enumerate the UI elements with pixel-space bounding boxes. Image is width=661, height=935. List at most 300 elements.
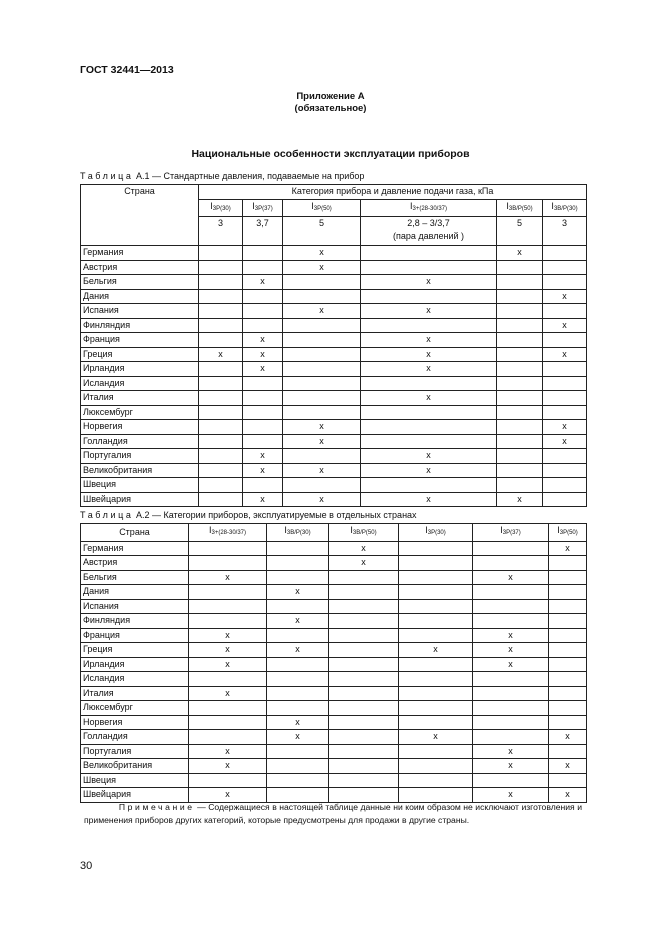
note-text: — Содержащиеся в настоящей таблице данные ни коим образом не исключают изготовления и применения приборов других категорий, которые предусмотрены для продажи в другие страны.: [84, 802, 582, 825]
table2-country-cell: Испания: [81, 599, 189, 614]
table1-row: [81, 347, 587, 362]
table1-mark-cell: х: [243, 492, 283, 507]
table1-mark-cell: х: [283, 260, 361, 275]
table2-country-cell: Германия: [81, 541, 189, 556]
table1-mark-cell: х: [243, 463, 283, 478]
table1-mark-cell: [199, 478, 243, 493]
table1-mark-cell: [543, 463, 587, 478]
table2-mark-cell: [329, 570, 399, 585]
table1-row: [81, 463, 587, 478]
table2-mark-cell: [267, 759, 329, 774]
table1-mark-cell: [361, 289, 497, 304]
table2-mark-cell: [329, 715, 399, 730]
table1-mark-cell: [283, 478, 361, 493]
table2-country-cell: Великобритания: [81, 759, 189, 774]
table1-pressure: 3: [543, 217, 587, 246]
table2-mark-cell: х: [399, 643, 473, 658]
table1-mark-cell: [497, 304, 543, 319]
table2-country-cell: Дания: [81, 585, 189, 600]
table2-mark-cell: х: [399, 730, 473, 745]
table2-mark-cell: [329, 585, 399, 600]
table1-mark-cell: х: [361, 333, 497, 348]
table2-mark-cell: [399, 628, 473, 643]
table1-mark-cell: [361, 376, 497, 391]
table2-mark-cell: [399, 585, 473, 600]
table2-mark-cell: х: [473, 628, 549, 643]
table1-pressure: 3,7: [243, 217, 283, 246]
table2-mark-cell: [473, 773, 549, 788]
table2-country-cell: Франция: [81, 628, 189, 643]
table1-row: [81, 304, 587, 319]
table2-mark-cell: х: [267, 585, 329, 600]
table2-row: [81, 585, 587, 600]
table2-mark-cell: [329, 759, 399, 774]
table1-mark-cell: [543, 362, 587, 377]
table1-mark-cell: [543, 478, 587, 493]
table2-mark-cell: х: [189, 643, 267, 658]
table1-mark-cell: х: [543, 318, 587, 333]
table2-mark-cell: [473, 715, 549, 730]
table2-mark-cell: [399, 672, 473, 687]
table2-country-cell: Греция: [81, 643, 189, 658]
table1-mark-cell: х: [361, 304, 497, 319]
table1-row: [81, 318, 587, 333]
table1-mark-cell: [199, 405, 243, 420]
table2-mark-cell: [267, 570, 329, 585]
table2-mark-cell: [549, 570, 587, 585]
table-a2: [80, 523, 587, 803]
table1-row: [81, 246, 587, 261]
table2-mark-cell: [473, 556, 549, 571]
table1-mark-cell: [199, 304, 243, 319]
table2-mark-cell: [399, 744, 473, 759]
table1-mark-cell: [283, 376, 361, 391]
table2-mark-cell: х: [549, 730, 587, 745]
table1-pressure-pair: 2,8 – 3/3,7 (пара давлений ): [361, 217, 497, 246]
table1-mark-cell: х: [361, 449, 497, 464]
table1-header-row: [81, 185, 587, 200]
table2-mark-cell: [549, 614, 587, 629]
table2-mark-cell: [329, 628, 399, 643]
table2-mark-cell: [189, 701, 267, 716]
table1-pressure: 5: [497, 217, 543, 246]
table1-category: I3+(28-30/37): [361, 199, 497, 217]
table1-mark-cell: [199, 246, 243, 261]
table1-mark-cell: [283, 449, 361, 464]
table1-mark-cell: х: [283, 420, 361, 435]
table1-category: I3P(30): [199, 199, 243, 217]
table2-mark-cell: [189, 599, 267, 614]
table1-row: [81, 434, 587, 449]
table2-mark-cell: [189, 730, 267, 745]
table2-mark-cell: [329, 643, 399, 658]
table2-mark-cell: [473, 701, 549, 716]
table1-country-cell: Италия: [81, 391, 199, 406]
table1-row: [81, 362, 587, 377]
table1-mark-cell: [199, 492, 243, 507]
table1-mark-cell: [199, 260, 243, 275]
table2-mark-cell: [267, 773, 329, 788]
table1-country-cell: Ирландия: [81, 362, 199, 377]
table2-mark-cell: [329, 599, 399, 614]
table2-country-cell: Голландия: [81, 730, 189, 745]
table1-country-cell: Великобритания: [81, 463, 199, 478]
table1-mark-cell: [497, 449, 543, 464]
table1-mark-cell: [199, 333, 243, 348]
table2-mark-cell: [189, 541, 267, 556]
table1-country-cell: Финляндия: [81, 318, 199, 333]
table2-mark-cell: [473, 585, 549, 600]
table1-mark-cell: [199, 391, 243, 406]
table2-mark-cell: х: [189, 686, 267, 701]
table2-mark-cell: [473, 541, 549, 556]
table1-mark-cell: х: [243, 449, 283, 464]
table1-mark-cell: [361, 246, 497, 261]
table2-country-cell: Норвегия: [81, 715, 189, 730]
table1-mark-cell: х: [543, 347, 587, 362]
table2-mark-cell: х: [329, 556, 399, 571]
table2-row: [81, 701, 587, 716]
table1-mark-cell: [497, 434, 543, 449]
table2-mark-cell: [399, 686, 473, 701]
table1-mark-cell: [199, 289, 243, 304]
table2-mark-cell: х: [473, 643, 549, 658]
table1-mark-cell: [243, 478, 283, 493]
table2-row: [81, 541, 587, 556]
table1-mark-cell: [543, 304, 587, 319]
table1-pressure-note: (пара давлений ): [393, 231, 464, 241]
table2-mark-cell: [189, 585, 267, 600]
table1-mark-cell: х: [243, 347, 283, 362]
table2-mark-cell: х: [189, 628, 267, 643]
table2-country-cell: Швейцария: [81, 788, 189, 803]
table2-mark-cell: [329, 686, 399, 701]
table1-mark-cell: [243, 376, 283, 391]
table2-mark-cell: [399, 556, 473, 571]
table1-mark-cell: [497, 362, 543, 377]
table1-country-cell: Швеция: [81, 478, 199, 493]
table1-row: [81, 376, 587, 391]
table2-country-cell: Исландия: [81, 672, 189, 687]
table2-mark-cell: [399, 773, 473, 788]
table2-category: I3B/P(50): [329, 524, 399, 542]
table2-mark-cell: [267, 657, 329, 672]
table2-mark-cell: х: [267, 614, 329, 629]
table2-category: I3P(30): [399, 524, 473, 542]
table1-mark-cell: х: [361, 391, 497, 406]
table1-mark-cell: [543, 449, 587, 464]
table1-mark-cell: [543, 405, 587, 420]
table2-mark-cell: х: [189, 759, 267, 774]
table2-row: [81, 556, 587, 571]
table1-pressure: 3: [199, 217, 243, 246]
table1-mark-cell: х: [543, 434, 587, 449]
table1-country-cell: Исландия: [81, 376, 199, 391]
table1-mark-cell: [283, 405, 361, 420]
table1-mark-cell: х: [361, 492, 497, 507]
table2-mark-cell: х: [189, 788, 267, 803]
section-title: Национальные особенности эксплуатации приборов: [191, 148, 470, 160]
table2-mark-cell: [473, 599, 549, 614]
table2-caption-text: А.2 — Категории приборов, эксплуатируемые в отдельных странах: [133, 510, 417, 520]
table1-row: [81, 289, 587, 304]
table2-row: [81, 614, 587, 629]
table1-group-header: Категория прибора и давление подачи газа, кПа: [199, 185, 587, 200]
table1-country-cell: Австрия: [81, 260, 199, 275]
table2-mark-cell: [549, 643, 587, 658]
table1-mark-cell: [283, 362, 361, 377]
table1-mark-cell: х: [283, 304, 361, 319]
table2-mark-cell: х: [267, 715, 329, 730]
table-a1: [80, 184, 587, 507]
table2-mark-cell: [549, 701, 587, 716]
table2-mark-cell: [189, 773, 267, 788]
table2-mark-cell: [549, 585, 587, 600]
table2-country-header: Страна: [81, 524, 189, 542]
table1-row: [81, 391, 587, 406]
table2-mark-cell: х: [267, 730, 329, 745]
table1-mark-cell: [243, 246, 283, 261]
table1-mark-cell: [361, 405, 497, 420]
table1-mark-cell: [361, 434, 497, 449]
table1-mark-cell: х: [497, 246, 543, 261]
table2-mark-cell: [399, 614, 473, 629]
table2-mark-cell: [549, 599, 587, 614]
table1-mark-cell: [497, 478, 543, 493]
table2-category: I3P(50): [549, 524, 587, 542]
table1-mark-cell: [199, 318, 243, 333]
table1-mark-cell: [361, 478, 497, 493]
table2-mark-cell: [549, 556, 587, 571]
table2-mark-cell: [549, 773, 587, 788]
table2-mark-cell: [329, 773, 399, 788]
table2-mark-cell: х: [267, 643, 329, 658]
table2-caption: [80, 510, 417, 520]
table2-mark-cell: х: [473, 657, 549, 672]
table1-mark-cell: [199, 376, 243, 391]
table2-row: [81, 715, 587, 730]
table2-mark-cell: [399, 657, 473, 672]
table2-mark-cell: [399, 541, 473, 556]
table2-row: [81, 744, 587, 759]
table2-mark-cell: [399, 701, 473, 716]
table1-mark-cell: [497, 376, 543, 391]
table1-country-cell: Германия: [81, 246, 199, 261]
table2-mark-cell: [267, 628, 329, 643]
table2-mark-cell: [329, 744, 399, 759]
table2-mark-cell: [329, 672, 399, 687]
table2-row: [81, 570, 587, 585]
table1-row: [81, 405, 587, 420]
table1-category: I3P(50): [283, 199, 361, 217]
table2-row: [81, 672, 587, 687]
table2-mark-cell: [399, 715, 473, 730]
table2-mark-cell: х: [549, 541, 587, 556]
table1-mark-cell: [497, 391, 543, 406]
table1-country-cell: Португалия: [81, 449, 199, 464]
table1-country-cell: Бельгия: [81, 275, 199, 290]
table1-mark-cell: [199, 434, 243, 449]
table2-mark-cell: [399, 570, 473, 585]
table1-mark-cell: [497, 333, 543, 348]
table1-mark-cell: [543, 391, 587, 406]
table1-mark-cell: х: [283, 463, 361, 478]
table2-mark-cell: [329, 657, 399, 672]
table1-mark-cell: [543, 275, 587, 290]
table1-mark-cell: х: [283, 492, 361, 507]
table1-mark-cell: [361, 318, 497, 333]
table1-mark-cell: [199, 463, 243, 478]
table1-category: I3P(37): [243, 199, 283, 217]
table1-category: I3B/P(30): [543, 199, 587, 217]
table1-mark-cell: [497, 318, 543, 333]
table1-row: [81, 333, 587, 348]
table2-mark-cell: [267, 701, 329, 716]
table1-country-cell: Греция: [81, 347, 199, 362]
table1-row: [81, 260, 587, 275]
table1-mark-cell: [283, 289, 361, 304]
table1-country-cell: Дания: [81, 289, 199, 304]
table1-mark-cell: х: [283, 434, 361, 449]
table1-mark-cell: х: [543, 289, 587, 304]
table2-mark-cell: х: [473, 759, 549, 774]
table2-mark-cell: х: [473, 744, 549, 759]
table1-mark-cell: х: [361, 275, 497, 290]
table2-country-cell: Ирландия: [81, 657, 189, 672]
document-header: ГОСТ 32441—2013: [80, 64, 174, 76]
table2-row: [81, 759, 587, 774]
table2-mark-cell: х: [549, 788, 587, 803]
table2-category: I3+(28-30/37): [189, 524, 267, 542]
table2-mark-cell: [473, 686, 549, 701]
page-number: 30: [80, 860, 93, 872]
table1-country-cell: Голландия: [81, 434, 199, 449]
table1-mark-cell: [543, 492, 587, 507]
table1-mark-cell: [361, 420, 497, 435]
table1-row: [81, 449, 587, 464]
table2-country-cell: Люксембург: [81, 701, 189, 716]
table1-mark-cell: х: [243, 275, 283, 290]
table2-mark-cell: х: [189, 657, 267, 672]
table1-caption: [80, 171, 364, 181]
table2-mark-cell: [329, 730, 399, 745]
table1-mark-cell: [283, 391, 361, 406]
table1-country-cell: Норвегия: [81, 420, 199, 435]
table2-note: [80, 799, 586, 829]
table2-mark-cell: [267, 672, 329, 687]
table2-mark-cell: х: [473, 788, 549, 803]
table2-row: [81, 657, 587, 672]
table1-mark-cell: [497, 420, 543, 435]
table2-row: [81, 628, 587, 643]
table1-caption-text: А.1 — Стандартные давления, подаваемые на прибор: [133, 171, 365, 181]
table2-mark-cell: [473, 730, 549, 745]
table2-mark-cell: [549, 715, 587, 730]
table1-mark-cell: [243, 405, 283, 420]
table2-header-row: [81, 524, 587, 542]
table2-mark-cell: [549, 672, 587, 687]
table1-mark-cell: [199, 449, 243, 464]
table1-mark-cell: [283, 275, 361, 290]
table2-mark-cell: [267, 686, 329, 701]
table2-mark-cell: [267, 541, 329, 556]
table2-country-cell: Австрия: [81, 556, 189, 571]
table1-country-cell: Франция: [81, 333, 199, 348]
table1-mark-cell: [199, 420, 243, 435]
table1-mark-cell: х: [199, 347, 243, 362]
table1-mark-cell: х: [283, 246, 361, 261]
table1-row: [81, 275, 587, 290]
table1-mark-cell: [497, 347, 543, 362]
table2-mark-cell: [189, 672, 267, 687]
table1-mark-cell: [243, 289, 283, 304]
note-word: Примечание: [118, 802, 195, 812]
table2-mark-cell: [549, 744, 587, 759]
table2-country-cell: Финляндия: [81, 614, 189, 629]
table2-mark-cell: [267, 599, 329, 614]
table2-country-cell: Швеция: [81, 773, 189, 788]
table2-category: I3P(37): [473, 524, 549, 542]
table1-mark-cell: [283, 347, 361, 362]
table1-mark-cell: [199, 362, 243, 377]
table1-mark-cell: [497, 275, 543, 290]
table1-country-cell: Швейцария: [81, 492, 199, 507]
table2-mark-cell: [549, 686, 587, 701]
table1-mark-cell: [497, 260, 543, 275]
table2-mark-cell: [189, 715, 267, 730]
annex-heading: [0, 91, 661, 115]
table2-mark-cell: [399, 759, 473, 774]
table1-mark-cell: [543, 376, 587, 391]
table2-mark-cell: х: [473, 570, 549, 585]
table1-row: [81, 420, 587, 435]
annex-title: Приложение А: [296, 91, 365, 102]
table1-mark-cell: [283, 333, 361, 348]
table1-country-header: Страна: [81, 185, 199, 246]
table1-mark-cell: [243, 391, 283, 406]
table1-caption-word: Таблица: [80, 171, 134, 181]
table1-mark-cell: [543, 260, 587, 275]
table1-mark-cell: [497, 289, 543, 304]
table2-category: I3B/P(30): [267, 524, 329, 542]
table2-mark-cell: [189, 556, 267, 571]
table1-mark-cell: х: [361, 463, 497, 478]
table1-mark-cell: [543, 246, 587, 261]
table2-row: [81, 643, 587, 658]
table2-mark-cell: [549, 628, 587, 643]
table1-mark-cell: [497, 405, 543, 420]
table1-mark-cell: [543, 333, 587, 348]
table1-mark-cell: х: [243, 362, 283, 377]
table2-mark-cell: [267, 556, 329, 571]
table1-country-cell: Испания: [81, 304, 199, 319]
table2-country-cell: Италия: [81, 686, 189, 701]
table1-mark-cell: х: [361, 362, 497, 377]
table2-mark-cell: [189, 614, 267, 629]
table1-pressure: 5: [283, 217, 361, 246]
table1-mark-cell: х: [243, 333, 283, 348]
table2-mark-cell: [329, 614, 399, 629]
table1-mark-cell: х: [497, 492, 543, 507]
table1-mark-cell: [199, 275, 243, 290]
table1-row: [81, 492, 587, 507]
table2-country-cell: Португалия: [81, 744, 189, 759]
table1-country-cell: Люксембург: [81, 405, 199, 420]
table1-category: I3B/P(50): [497, 199, 543, 217]
table1-mark-cell: [243, 434, 283, 449]
table2-mark-cell: х: [329, 541, 399, 556]
table1-mark-cell: [243, 420, 283, 435]
